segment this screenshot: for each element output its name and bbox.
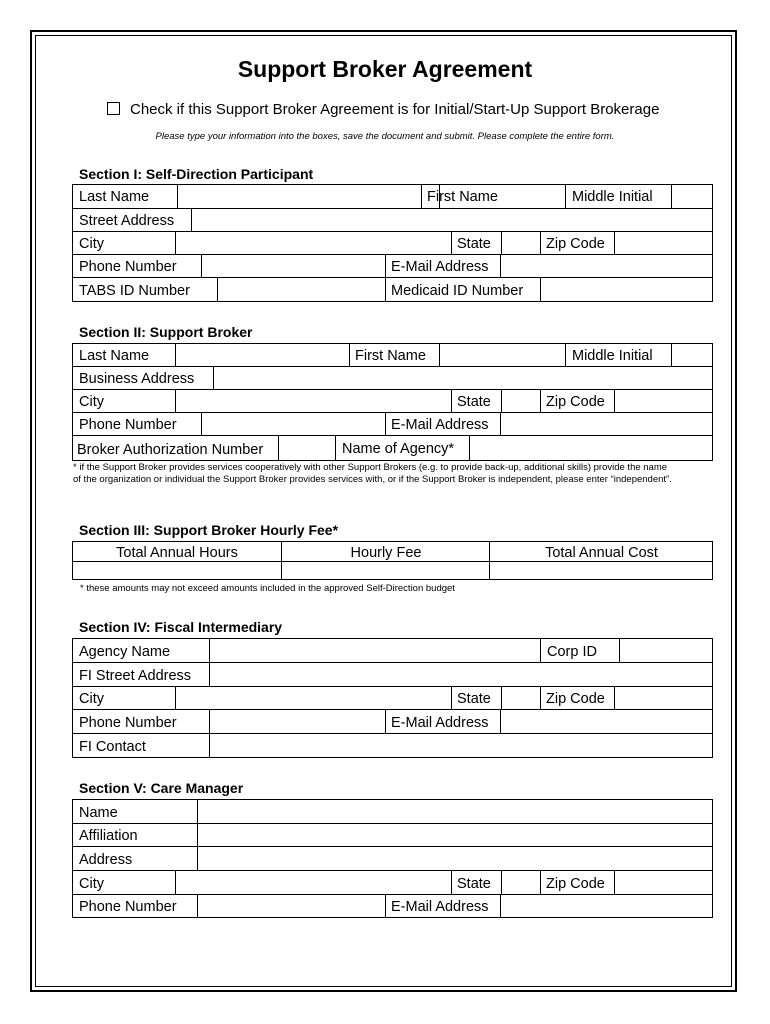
state-label: State [457, 876, 491, 892]
broker-phone-field[interactable] [201, 413, 385, 435]
section-4-heading: Section IV: Fiscal Intermediary [79, 619, 283, 635]
fee-input-row [72, 561, 713, 580]
fi-city-row [72, 686, 713, 710]
corp-id-label: Corp ID [547, 644, 597, 660]
state-label-cell [451, 687, 501, 709]
broker-last-name-field[interactable] [175, 344, 349, 366]
section-2-heading: Section II: Support Broker [79, 324, 253, 340]
participant-street-address-field[interactable] [191, 209, 712, 231]
total-annual-hours-field[interactable] [73, 562, 281, 579]
fi-phone-field[interactable] [209, 710, 385, 733]
cm-phone-field[interactable] [197, 895, 385, 917]
broker-address-row [72, 366, 713, 390]
broker-state-field[interactable] [501, 390, 540, 412]
name-label: Name [79, 805, 118, 821]
cm-city-field[interactable] [175, 871, 451, 894]
broker-auth-row [72, 435, 713, 461]
participant-city-field[interactable] [175, 232, 451, 254]
middle-initial-label-cell [565, 344, 671, 366]
cm-state-field[interactable] [501, 871, 540, 894]
fi-contact-row [72, 733, 713, 758]
section-1-heading: Section I: Self-Direction Participant [79, 166, 314, 182]
participant-medicaid-id-field[interactable] [540, 278, 712, 301]
last-name-label: Last Name [79, 189, 150, 205]
fi-email-field[interactable] [500, 710, 712, 733]
fi-street-address-field[interactable] [209, 663, 712, 686]
participant-zip-field[interactable] [614, 232, 712, 254]
middle-initial-label-cell [565, 185, 671, 208]
participant-street-row [72, 208, 713, 232]
participant-city-row [72, 231, 713, 255]
corp-id-label-cell [540, 639, 619, 662]
fi-agency-name-field[interactable] [209, 639, 540, 662]
broker-authorization-label: Broker Authorization Number [77, 442, 264, 458]
phone-number-label: Phone Number [79, 899, 177, 915]
fee-header-row [72, 541, 713, 562]
fi-street-row [72, 662, 713, 687]
middle-initial-label: Middle Initial [572, 189, 653, 205]
cm-phone-row [72, 894, 713, 918]
city-label: City [79, 691, 104, 707]
phone-number-label: Phone Number [79, 715, 177, 731]
address-label: Address [79, 852, 133, 868]
phone-number-label: Phone Number [79, 259, 177, 275]
hourly-fee-header-cell [281, 542, 489, 561]
first-name-label: First Name [355, 348, 426, 364]
broker-zip-field[interactable] [614, 390, 712, 412]
street-address-label: Street Address [79, 213, 175, 229]
broker-middle-initial-field[interactable] [671, 344, 712, 366]
participant-email-field[interactable] [500, 255, 712, 277]
participant-ids-row [72, 277, 713, 302]
total-annual-cost-field[interactable] [489, 562, 712, 579]
city-label: City [79, 394, 104, 410]
cm-name-field[interactable] [197, 800, 712, 823]
participant-state-field[interactable] [501, 232, 540, 254]
participant-last-name-field[interactable] [177, 185, 421, 208]
cm-name-row [72, 799, 713, 824]
last-name-label: Last Name [79, 348, 150, 364]
page-title: Support Broker Agreement [237, 56, 533, 82]
participant-tabs-id-field[interactable] [217, 278, 385, 301]
email-address-label: E-Mail Address [391, 715, 489, 731]
state-label-cell [451, 871, 501, 894]
section-5-heading: Section V: Care Manager [79, 780, 244, 796]
agency-label-cell [335, 436, 469, 460]
fi-city-field[interactable] [175, 687, 451, 709]
middle-initial-label: Middle Initial [572, 348, 653, 364]
state-label: State [457, 236, 491, 252]
state-label-cell [451, 232, 501, 254]
email-address-label: E-Mail Address [391, 417, 489, 433]
participant-middle-initial-field[interactable] [671, 185, 712, 208]
participant-first-name-field[interactable] [439, 185, 565, 208]
cm-city-row [72, 870, 713, 895]
broker-agency-field[interactable] [469, 436, 712, 460]
fee-footnote: * these amounts may not exceed amounts included in the approved Self-Direction budget [80, 583, 455, 594]
first-name-label-cell [349, 344, 439, 366]
email-label-cell [385, 413, 500, 435]
fi-contact-field[interactable] [209, 734, 712, 757]
broker-footnote-line-2: of the organization or individual the Support Broker provides services with, or if the Support Broker is independent, please enter “independent”. [73, 474, 672, 485]
broker-authorization-field[interactable] [278, 436, 335, 460]
fi-corp-id-field[interactable] [619, 639, 712, 662]
zip-code-label: Zip Code [546, 236, 605, 252]
participant-phone-field[interactable] [201, 255, 385, 277]
city-label: City [79, 876, 104, 892]
agency-name-label: Agency Name [79, 644, 171, 660]
zip-label-cell [540, 687, 614, 709]
email-address-label: E-Mail Address [391, 899, 489, 915]
cm-email-field[interactable] [500, 895, 712, 917]
name-of-agency-label: Name of Agency* [342, 441, 455, 457]
broker-phone-row [72, 412, 713, 436]
cm-address-row [72, 846, 713, 871]
cm-affiliation-field[interactable] [197, 824, 712, 846]
total-annual-cost-header-cell [489, 542, 712, 561]
first-name-label: First Name [427, 189, 498, 205]
state-label-cell [451, 390, 501, 412]
fi-zip-field[interactable] [614, 687, 712, 709]
fi-phone-row [72, 709, 713, 734]
total-annual-cost-header: Total Annual Cost [545, 545, 658, 561]
fi-state-field[interactable] [501, 687, 540, 709]
section-3-heading: Section III: Support Broker Hourly Fee* [79, 522, 339, 538]
hourly-fee-header: Hourly Fee [350, 545, 422, 561]
cm-affiliation-row [72, 823, 713, 847]
state-label: State [457, 691, 491, 707]
initial-startup-checkbox[interactable] [107, 102, 120, 115]
total-annual-hours-header: Total Annual Hours [116, 545, 238, 561]
hourly-fee-field[interactable] [281, 562, 489, 579]
cm-address-field[interactable] [197, 847, 712, 870]
participant-phone-row [72, 254, 713, 278]
broker-first-name-field[interactable] [439, 344, 565, 366]
broker-footnote-line-1: * if the Support Broker provides services cooperatively with other Support Brokers (e.g. to provide back-up, additional skills) provide the name [73, 462, 668, 473]
form-instructions: Please type your information into the boxes, save the document and submit. Please complete the entire form. [155, 131, 615, 142]
email-label-cell [385, 255, 500, 277]
zip-label-cell [540, 871, 614, 894]
affiliation-label: Affiliation [79, 828, 138, 844]
zip-label-cell [540, 232, 614, 254]
email-label-cell [385, 895, 500, 917]
initial-startup-option[interactable] [107, 101, 659, 118]
participant-name-row [72, 184, 713, 209]
phone-number-label: Phone Number [79, 417, 177, 433]
fi-street-address-label: FI Street Address [79, 668, 192, 684]
fi-contact-label: FI Contact [79, 739, 146, 755]
broker-city-row [72, 389, 713, 413]
medicaid-label-cell [385, 278, 540, 301]
state-label: State [457, 394, 491, 410]
zip-code-label: Zip Code [546, 394, 605, 410]
business-address-label: Business Address [79, 371, 195, 387]
city-label: City [79, 236, 104, 252]
tabs-id-label: TABS ID Number [79, 283, 190, 299]
zip-code-label: Zip Code [546, 876, 605, 892]
broker-email-field[interactable] [500, 413, 712, 435]
broker-city-field[interactable] [175, 390, 451, 412]
broker-business-address-field[interactable] [213, 367, 712, 389]
initial-startup-label: Check if this Support Broker Agreement is for Initial/Start-Up Support Brokerage [130, 101, 660, 118]
zip-label-cell [540, 390, 614, 412]
broker-name-row [72, 343, 713, 367]
email-label-cell [385, 710, 500, 733]
fi-agency-row [72, 638, 713, 663]
cm-zip-field[interactable] [614, 871, 712, 894]
medicaid-id-label: Medicaid ID Number [391, 283, 524, 299]
zip-code-label: Zip Code [546, 691, 605, 707]
email-address-label: E-Mail Address [391, 259, 489, 275]
